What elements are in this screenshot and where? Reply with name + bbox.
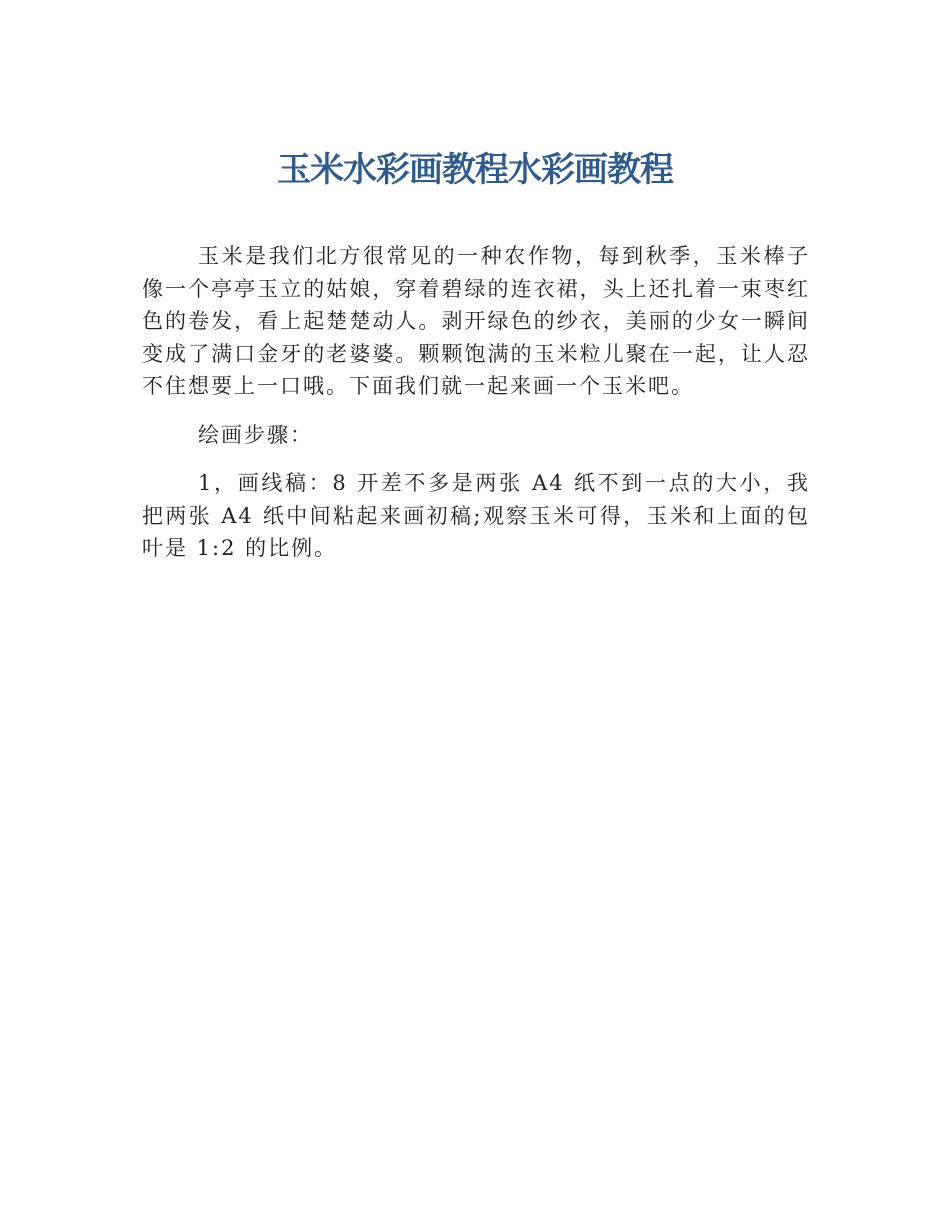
document-title: 玉米水彩画教程水彩画教程 — [277, 150, 673, 190]
document-body — [142, 240, 810, 581]
steps-heading-paragraph: 绘画步骤： — [198, 422, 313, 447]
step-one-paragraph: 1，画线稿：8 开差不多是两张 A4 纸不到一点的大小，我把两张 A4 纸中间粘起来画初稿;观察玉米可得，玉米和上面的包叶是 1:2 的比例。 — [142, 471, 810, 560]
intro-paragraph: 玉米是我们北方很常见的一种农作物，每到秋季，玉米棒子像一个亭亭玉立的姑娘，穿着碧绿的连衣裙，头上还扎着一束枣红色的卷发，看上起楚楚动人。剥开绿色的纱衣，美丽的少女一瞬间变成了满口金牙的老婆婆。颗颗饱满的玉米粒儿聚在一起，让人忍不住想要上一口哦。下面我们就一起来画一个玉米吧。 — [142, 244, 810, 398]
